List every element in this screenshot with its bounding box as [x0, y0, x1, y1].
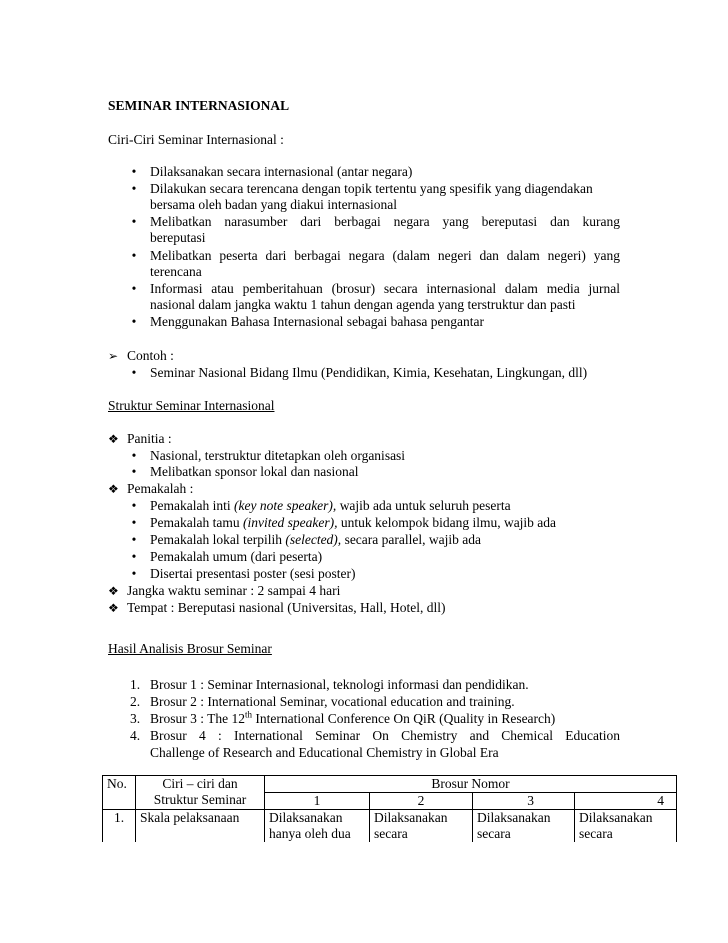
panitia-label: Panitia :: [127, 431, 172, 446]
ciri-item-6: Menggunakan Bahasa Internasional sebagai bahasa pengantar: [150, 314, 484, 329]
diamond-bullet-icon: ❖: [108, 432, 119, 446]
ciri-item-5-line-1: Informasi atau pemberitahuan (brosur) secara internasional dalam media jurnal: [150, 281, 620, 296]
bullet-icon: •: [131, 549, 137, 564]
list-number: 3.: [130, 711, 141, 726]
diamond-bullet-icon: ❖: [108, 584, 119, 598]
pemakalah-item-4: Pemakalah umum (dari peserta): [150, 549, 323, 564]
list-number: 1.: [130, 677, 141, 692]
document-title: SEMINAR INTERNASIONAL: [108, 98, 290, 113]
header-col-2: 2: [370, 793, 473, 810]
header-col-4: 4: [575, 793, 677, 810]
table-row: [103, 810, 677, 843]
brosur-item-4-line-1: Brosur 4 : International Seminar On Chemistry and Chemical Education: [150, 728, 620, 743]
header-brosur-nomor: Brosur Nomor: [265, 776, 677, 793]
pemakalah-label: Pemakalah :: [127, 481, 194, 496]
pemakalah-item-1: Pemakalah inti (key note speaker), wajib ada untuk seluruh peserta: [150, 498, 511, 513]
ciri-item-2-line-2: bersama oleh badan yang diakui internasional: [150, 197, 398, 212]
cell-ciri: Skala pelaksanaan: [136, 810, 265, 843]
bullet-icon: •: [131, 314, 137, 329]
ciri-item-1: Dilaksanakan secara internasional (antar negara): [150, 164, 413, 179]
bullet-icon: •: [131, 515, 137, 530]
bullet-icon: •: [131, 248, 137, 263]
cell-brosur-3: Dilaksanakan secara: [473, 810, 575, 843]
hasil-heading: Hasil Analisis Brosur Seminar: [108, 641, 272, 656]
pemakalah-item-3: Pemakalah lokal terpilih (selected), secara parallel, wajib ada: [150, 532, 481, 547]
list-number: 4.: [130, 728, 141, 743]
diamond-bullet-icon: ❖: [108, 482, 119, 496]
jangka-waktu: Jangka waktu seminar : 2 sampai 4 hari: [127, 583, 341, 598]
brosur-analysis-table: [102, 775, 677, 842]
arrow-bullet-icon: ➢: [108, 349, 119, 363]
diamond-bullet-icon: ❖: [108, 601, 119, 615]
ciri-item-4-line-2: terencana: [150, 264, 202, 279]
contoh-label: Contoh :: [127, 348, 174, 363]
bullet-icon: •: [131, 181, 137, 196]
panitia-item-2: Melibatkan sponsor lokal dan nasional: [150, 464, 359, 479]
bullet-icon: •: [131, 532, 137, 547]
list-number: 2.: [130, 694, 141, 709]
header-col-3: 3: [473, 793, 575, 810]
ciri-heading: Ciri-Ciri Seminar Internasional :: [108, 132, 284, 147]
pemakalah-item-5: Disertai presentasi poster (sesi poster): [150, 566, 356, 581]
panitia-item-1: Nasional, terstruktur ditetapkan oleh organisasi: [150, 448, 406, 463]
bullet-icon: •: [131, 164, 137, 179]
contoh-item: Seminar Nasional Bidang Ilmu (Pendidikan, Kimia, Kesehatan, Lingkungan, dll): [150, 365, 588, 380]
bullet-icon: •: [131, 214, 137, 229]
cell-brosur-4: Dilaksanakan secara: [575, 810, 677, 843]
cell-no: 1.: [103, 810, 136, 843]
ciri-item-5-line-2: nasional dalam jangka waktu 1 tahun dengan agenda yang terstruktur dan pasti: [150, 297, 576, 312]
ciri-item-3-line-1: Melibatkan narasumber dari berbagai negara yang bereputasi dan kurang: [150, 214, 620, 229]
pemakalah-item-2: Pemakalah tamu (invited speaker), untuk kelompok bidang ilmu, wajib ada: [150, 515, 557, 530]
table-header-row: [103, 776, 677, 793]
bullet-icon: •: [131, 566, 137, 581]
cell-brosur-2: Dilaksanakan secara: [370, 810, 473, 843]
bullet-icon: •: [131, 365, 137, 380]
brosur-item-2: Brosur 2 : International Seminar, vocational education and training.: [150, 694, 515, 709]
header-no: No.: [103, 776, 136, 810]
brosur-item-3: Brosur 3 : The 12th International Conference On QiR (Quality in Research): [150, 709, 556, 726]
cell-brosur-1: Dilaksanakan hanya oleh dua: [265, 810, 370, 843]
brosur-item-1: Brosur 1 : Seminar Internasional, teknologi informasi dan pendidikan.: [150, 677, 529, 692]
tempat: Tempat : Bereputasi nasional (Universitas, Hall, Hotel, dll): [127, 600, 446, 615]
bullet-icon: •: [131, 464, 137, 479]
ciri-item-4-line-1: Melibatkan peserta dari berbagai negara (dalam negeri dan dalam negeri) yang: [150, 248, 620, 263]
brosur-item-4-line-2: Challenge of Research and Educational Chemistry in Global Era: [150, 745, 499, 760]
header-col-1: 1: [265, 793, 370, 810]
struktur-heading: Struktur Seminar Internasional: [108, 398, 275, 413]
bullet-icon: •: [131, 281, 137, 296]
bullet-icon: •: [131, 448, 137, 463]
bullet-icon: •: [131, 498, 137, 513]
ciri-item-3-line-2: bereputasi: [150, 230, 206, 245]
header-ciri: Ciri – ciri dan Struktur Seminar: [136, 776, 265, 810]
ciri-item-2-line-1: Dilakukan secara terencana dengan topik tertentu yang spesifik yang diagendakan: [150, 181, 593, 196]
